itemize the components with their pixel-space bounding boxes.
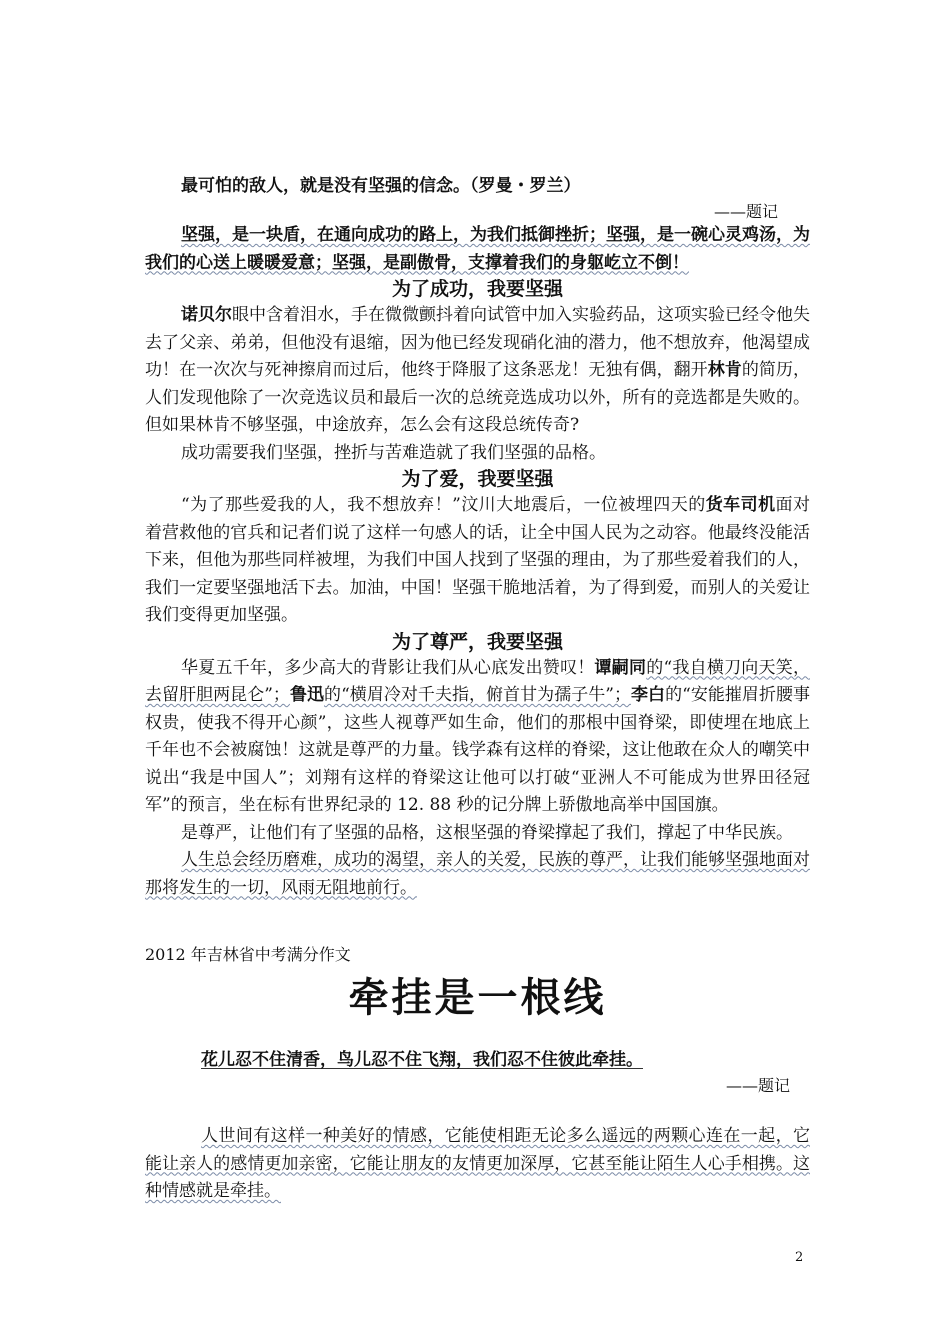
name-lu-xun: 鲁迅 [289,685,325,705]
essay1-motto-block [145,173,810,223]
text-span: 华夏五千年，多少高大的背影让我们从心底发出赞叹！ [181,657,595,678]
name-li-bai: 李白 [630,685,666,705]
text-span: 面对着营救他的官兵和记者们说了这样一句感人的话，让全中国人民为之动容。他最终没能活下来，但他为那些同样被埋，为我们中国人找到了坚强的理由，为了那些爱着我们的人，我们一定要坚强地活下去。加油，中国！坚强干脆地活着，为了得到爱，而别人的关爱让我们变得更加坚强。 [145,495,811,625]
essay2-motto-signature: ——题记 [725,1075,790,1095]
name-nobel: 诺贝尔 [181,305,232,325]
essay1-motto [145,173,810,201]
essay2-motto [145,1047,810,1075]
section-heading-love: 为了爱，我要坚强 [401,468,554,490]
name-tan-sitong: 谭嗣同 [594,657,647,678]
quote-span: 的“横眉冷对千夫指，俯首甘为孺子牛”； [324,685,631,705]
page-number: 2 [795,1250,804,1265]
name-driver: 货车司机 [705,495,776,515]
section-heading-dignity: 为了尊严，我要坚强 [391,630,563,653]
motto-text: 最可怕的敌人，就是没有坚强的信念。（罗曼・罗兰） [181,176,581,196]
essay2-title: 牵挂是一根线 [348,975,607,1021]
name-lincoln: 林肯 [707,360,742,380]
essay2-source: 2012 年吉林省中考满分作文 [145,945,351,964]
essay1-motto-signature: ——题记 [713,201,778,221]
paragraph-success-summary: 成功需要我们坚强，挫折与苦难造就了我们坚强的品格。 [181,442,606,463]
essay2-paragraph-1 [145,1123,810,1206]
paragraph-driver [145,492,810,630]
paragraph-nobel [145,302,810,440]
essay1-intro [145,222,810,277]
conclusion-text: 人生总会经历磨难，成功的渴望，亲人的关爱，民族的尊严，让我们能够坚强地面对那将发生的一切，风雨无阻地前行。 [145,850,810,898]
paragraph-dignity-summary: 是尊严，让他们有了坚强的品格，这根坚强的脊梁撑起了我们，撑起了中华民族。 [181,822,793,843]
text-span: 的“安能摧眉折腰事权贵，使我不得开心颜”，这些人视尊严如生命，他们的那根中国脊梁，即使埋在地底上千年也不会被腐蚀！这就是尊严的力量。钱学森有这样的脊梁，这让他敢在众人的嘲笑中说出“我是中国人”；刘翔有这样的脊梁这让他可以打破“亚洲人不可能成为世界田径冠军”的预言，坐在标有世界纪录的 12. 88 秒的记分牌上骄傲地高举中国国旗。 [145,685,811,815]
quote-span: 的“我自横刀向天笑，去留肝胆两昆仑”； [145,657,810,705]
motto-text: 花儿忍不住清香，鸟儿忍不住飞翔，我们忍不住彼此牵挂。 [201,1050,643,1070]
paragraph-conclusion [145,847,810,902]
essay2-body [145,1123,810,1206]
essay2-motto-block [145,1047,810,1097]
paragraph-dignity [145,655,810,820]
essay1-body [145,222,810,902]
section-heading-success: 为了成功，我要坚强 [391,278,563,300]
intro-text: 坚强，是一块盾，在通向成功的路上，为我们抵御挫折；坚强，是一碗心灵鸡汤，为我们的心送上暖暖爱意；坚强，是副傲骨，支撑着我们的身躯屹立不倒！ [145,225,810,273]
text-span: 的简历，人们发现他除了一次竞选议员和最后一次的总统竞选成功以外，所有的竞选都是失败的。但如果林肯不够坚强，中途放弃，怎么会有这段总统传奇? [145,360,811,435]
text-span: “为了那些爱我的人，我不想放弃！”汶川大地震后，一位被埋四天的 [181,495,706,515]
text-span: 眼中含着泪水，手在微微颤抖着向试管中加入实验药品，这项实验已经令他失去了父亲、弟弟，但他没有退缩，因为他已经发现硝化油的潜力，他不想放弃，他渴望成功！在一次次与死神擦肩而过后，他终于降服了这条恶龙！无独有偶，翻开 [145,305,810,380]
paragraph-text: 人世间有这样一种美好的情感，它能使相距无论多么遥远的两颗心连在一起，它能让亲人的感情更加亲密，它能让朋友的友情更加深厚，它甚至能让陌生人心手相携。这种情感就是牵挂。 [145,1126,810,1201]
